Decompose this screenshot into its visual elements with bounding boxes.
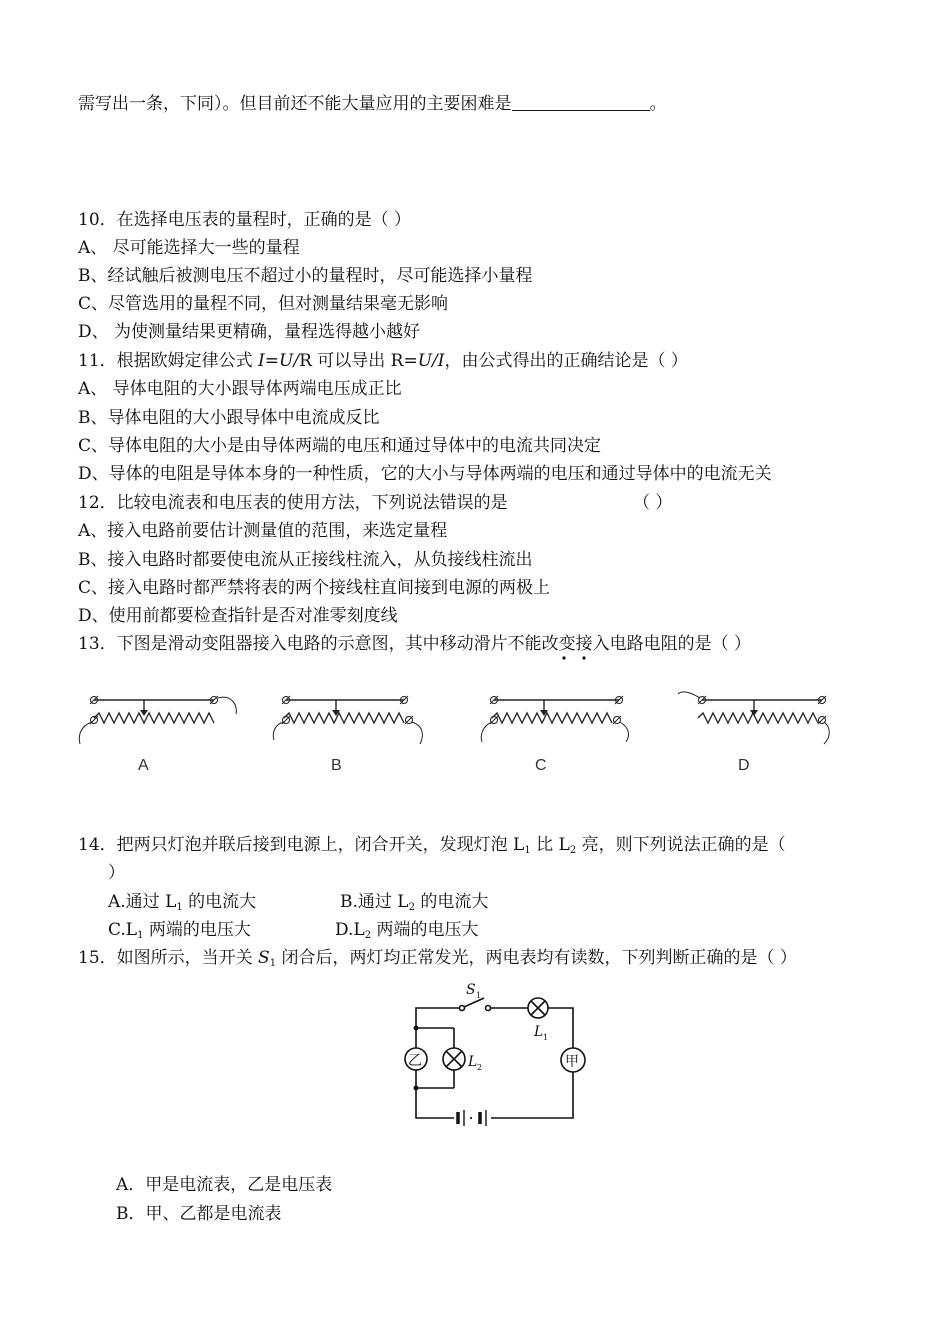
q11-option-a[interactable]: A、 导体电阻的大小跟导体两端电压成正比: [78, 379, 402, 399]
q12-option-b[interactable]: B、接入电路时都要使电流从正接线柱流入，从负接线柱流出: [78, 550, 533, 570]
emphasis-dots: [560, 655, 590, 663]
rheostat-label-d: D: [738, 757, 750, 774]
switch-label: S: [466, 982, 476, 998]
q10-stem: 10．在选择电压表的量程时，正确的是（ ）: [78, 210, 412, 230]
meter-yi-label: 乙: [408, 1053, 422, 1069]
q15-stem: 15．如图所示，当开关 $S_1$ 闭合后，两灯均正常发光，两电表均有读数，下列判断正确的是（ ）: [78, 948, 797, 969]
answer-blank[interactable]: [512, 92, 650, 111]
q11-stem: 11．根据欧姆定律公式 I=U/R 可以导出 R=U/I，由公式得出的正确结论是（ ）: [78, 351, 688, 371]
q12-stem: 12．比较电流表和电压表的使用方法，下列说法错误的是 （ ）: [78, 493, 673, 513]
q10-option-d[interactable]: D、 为使测量结果更精确，量程选得越小越好: [78, 322, 421, 342]
rheostat-figure: [74, 684, 834, 780]
q14-option-d[interactable]: $D.L_2$ 两端的电压大: [335, 920, 479, 941]
q14-option-c[interactable]: $C.L_1$ 两端的电压大: [108, 920, 251, 941]
q11-option-c[interactable]: C、导体电阻的大小是由导体两端的电压和通过导体中的电流共同决定: [78, 436, 602, 456]
lamp2-label: L: [468, 1054, 478, 1070]
switch-label-sub: 1: [476, 991, 482, 1000]
lamp1-label-sub: 1: [543, 1033, 549, 1042]
rheostat-c[interactable]: [481, 696, 628, 742]
q14-option-a[interactable]: A.通过 $L_1$ 的电流大: [108, 892, 257, 913]
q14-option-b[interactable]: B.通过 $L_2$ 的电流大: [340, 892, 489, 913]
q13-stem: 13．下图是滑动变阻器接入电路的示意图，其中移动滑片不能改变接入电路电阻的是（ ）: [78, 634, 752, 654]
q12-option-a[interactable]: A、接入电路前要估计测量值的范围，来选定量程: [78, 521, 448, 541]
q10-option-b[interactable]: B、经试触后被测电压不超过小的量程时，尽可能选择小量程: [78, 266, 533, 286]
rheostat-b[interactable]: [273, 696, 422, 744]
meter-jia-label: 甲: [565, 1054, 579, 1070]
lamp1-label: L: [534, 1024, 544, 1040]
q11-option-b[interactable]: B、导体电阻的大小跟导体中电流成反比: [78, 408, 380, 428]
q15-option-b[interactable]: B．甲、乙都是电流表: [116, 1204, 282, 1224]
q14-stem: 14．把两只灯泡并联后接到电源上，闭合开关，发现灯泡 $L_1$ 比 $L_2$ 亮，则下列说法正确的是（: [78, 835, 786, 856]
rheostat-label-c: C: [535, 757, 547, 774]
q14-stem-cont: ）: [108, 863, 125, 883]
rheostat-label-b: B: [331, 757, 342, 774]
rheostat-d[interactable]: [678, 692, 829, 744]
q10-option-a[interactable]: A、 尽可能选择大一些的量程: [78, 238, 300, 258]
intro-line: 需写出一条，下同）。但目前还不能大量应用的主要困难是 。: [78, 94, 667, 114]
q10-option-c[interactable]: C、尽管选用的量程不同，但对测量结果毫无影响: [78, 294, 449, 314]
lamp2-label-sub: 2: [477, 1063, 483, 1072]
rheostat-a[interactable]: [79, 696, 236, 744]
q15-option-a[interactable]: A．甲是电流表，乙是电压表: [116, 1175, 333, 1195]
q11-option-d[interactable]: D、导体的电阻是导体本身的一种性质，它的大小与导体两端的电压和通过导体中的电流无关: [78, 464, 772, 484]
q12-option-d[interactable]: D、使用前都要检查指针是否对准零刻度线: [78, 606, 398, 626]
q12-option-c[interactable]: C、接入电路时都严禁将表的两个接线柱直间接到电源的两极上: [78, 578, 551, 598]
rheostat-label-a: A: [138, 757, 149, 774]
circuit-diagram: [398, 978, 598, 1133]
